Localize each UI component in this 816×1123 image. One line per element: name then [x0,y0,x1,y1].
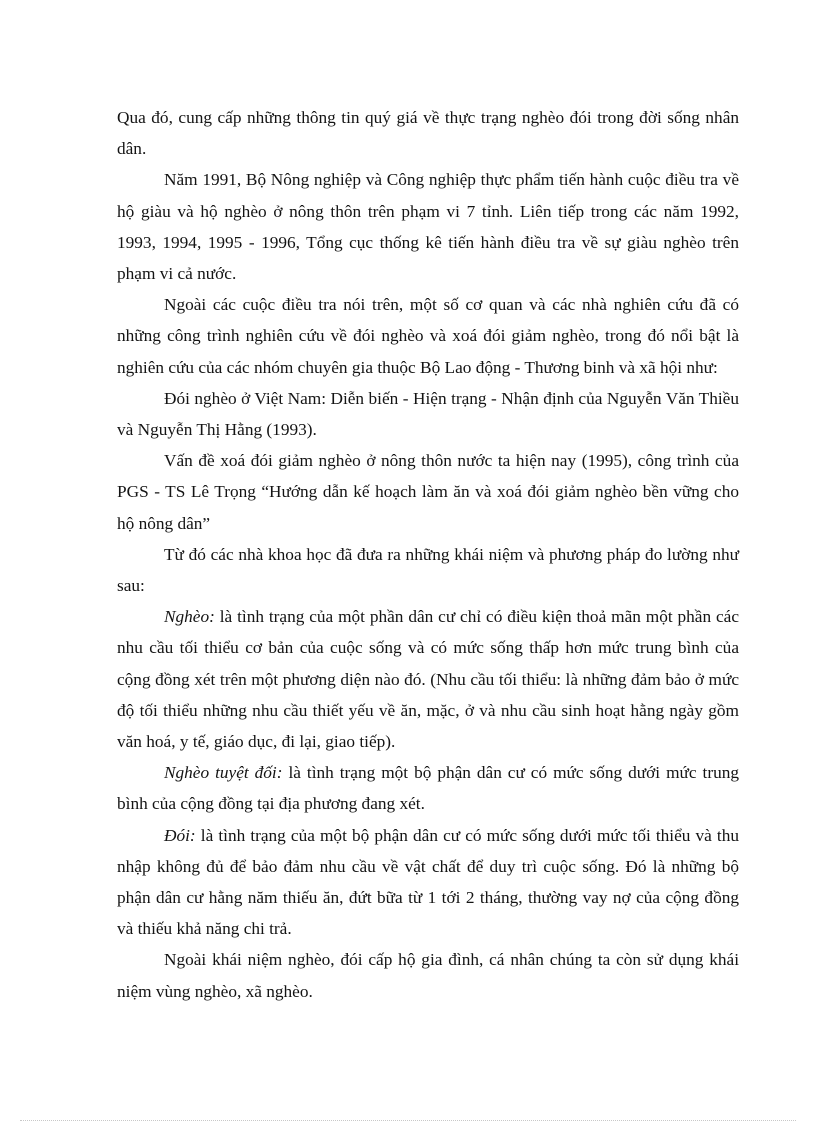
document-body [117,102,739,1007]
paragraph-concepts-intro: Từ đó các nhà khoa học đã đưa ra những khái niệm và phương pháp đo lường như sau: [117,544,739,596]
paragraph-closing: Ngoài khái niệm nghèo, đói cấp hộ gia đình, cá nhân chúng ta còn sử dụng khái niệm vùng nghèo, xã nghèo. [117,950,739,1001]
paragraph-reference-1993: Đói nghèo ở Việt Nam: Diễn biến - Hiện trạng - Nhận định của Nguyễn Văn Thiều và Nguyễn Thị Hằng (1993). [117,388,739,440]
definition-term-hunger: Đói: [164,825,196,845]
definition-absolute-poverty [117,757,739,819]
definition-term-absolute-poverty: Nghèo tuyệt đối: [164,763,283,783]
definition-text-poverty: là tình trạng của một phần dân cư chỉ có điều kiện thoả mãn một phần các nhu cầu tối thiểu cơ bản của cuộc sống và có mức sống thấp hơn mức trung bình của cộng đồng xét trên một phương diện nào đó. (Nhu cầu tối thiểu: là những đảm bảo ở mức độ tối thiểu những nhu cầu thiết yếu về ăn, mặc, ở và nhu cầu sinh hoạt hằng ngày gồm văn hoá, y tế, giáo dục, đi lại, giao tiếp). [117,607,739,752]
definition-text-absolute-poverty: là tình trạng một bộ phận dân cư có mức sống dưới mức trung bình của cộng đồng tại địa phương đang xét. [117,763,739,814]
definition-text-hunger: là tình trạng của một bộ phận dân cư có mức sống dưới mức tối thiểu và thu nhập không đủ để bảo đảm nhu cầu về vật chất để duy trì cuộc sống. Đó là những bộ phận dân cư hằng năm thiếu ăn, đứt bữa từ 1 tới 2 tháng, thường vay nợ của cộng đồng và thiếu khả năng chi trả. [117,825,739,939]
page-bottom-rule [20,1120,796,1121]
definition-term-poverty: Nghèo: [164,607,215,627]
paragraph-survey-1991: Năm 1991, Bộ Nông nghiệp và Công nghiệp thực phẩm tiến hành cuộc điều tra về hộ giàu và hộ nghèo ở nông thôn trên phạm vi 7 tỉnh. Liên tiếp trong các năm 1992, 1993, 1994, 1995 - 1996, Tổng cục thống kê tiến hành điều tra về sự giàu nghèo trên phạm vi cả nước. [117,170,739,284]
paragraph-reference-1995: Vấn đề xoá đói giảm nghèo ở nông thôn nước ta hiện nay (1995), công trình của PGS - TS Lê Trọng “Hướng dẫn kế hoạch làm ăn và xoá đói giảm nghèo bền vững cho hộ nông dân” [117,451,739,533]
paragraph-research-groups: Ngoài các cuộc điều tra nói trên, một số cơ quan và các nhà nghiên cứu đã có những công trình nghiên cứu về đói nghèo và xoá đói giảm nghèo, trong đó nổi bật là nghiên cứu của các nhóm chuyên gia thuộc Bộ Lao động - Thương binh và xã hội như: [117,295,739,377]
definition-poverty [117,601,739,757]
definition-hunger [117,820,739,945]
paragraph-survey-intro: Qua đó, cung cấp những thông tin quý giá về thực trạng nghèo đói trong đời sống nhân dân. [117,108,739,159]
